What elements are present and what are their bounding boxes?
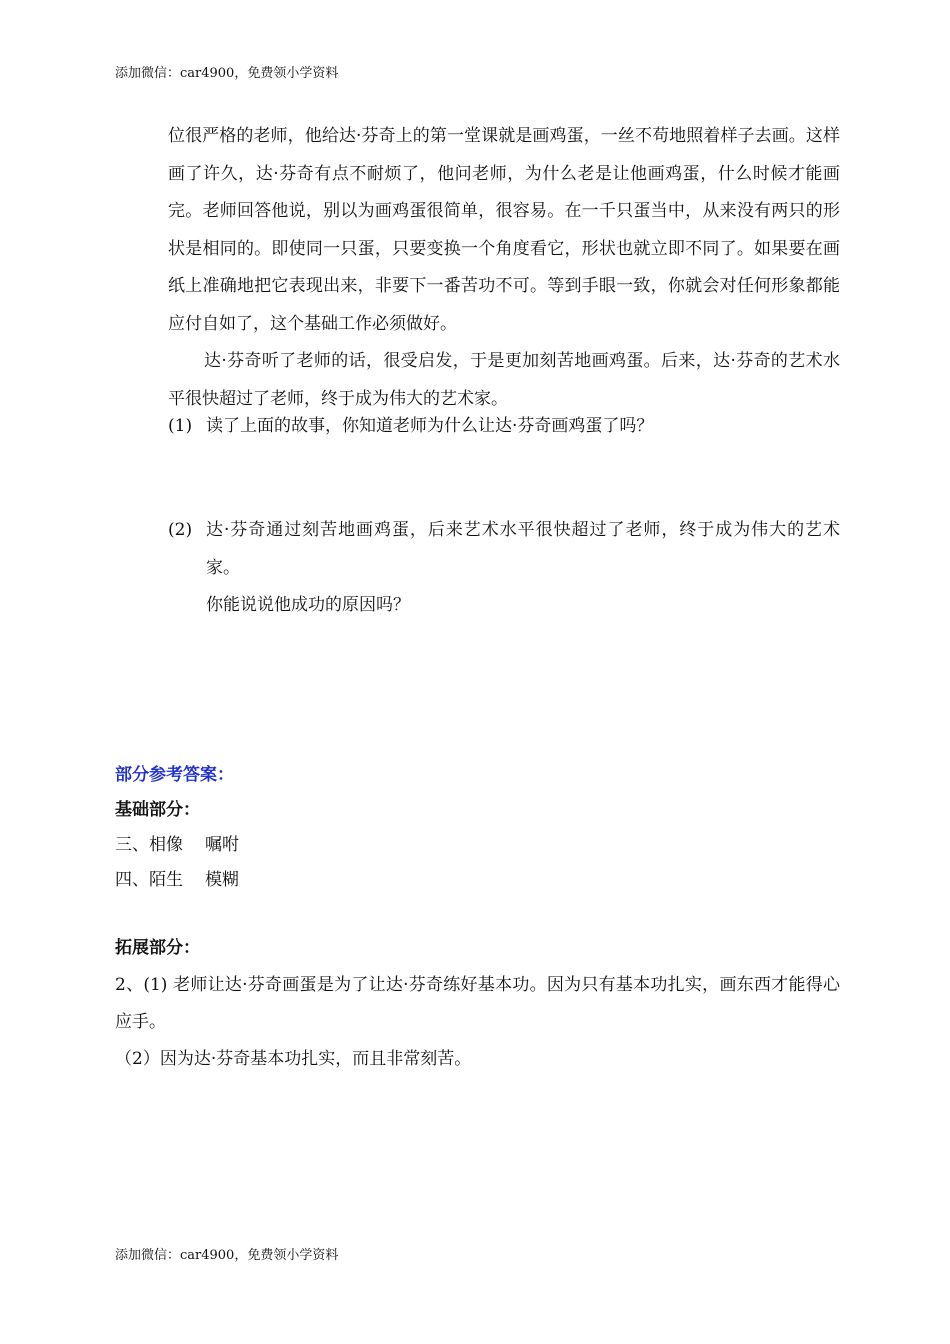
extended-section-title: 拓展部分： <box>115 938 200 958</box>
basic-answer-row <box>115 863 840 898</box>
page-footer: 添加微信：car4900，免费领小学资料 <box>115 1248 339 1263</box>
answer-word: 陌生 <box>149 870 183 890</box>
question-number: (1) <box>168 416 193 436</box>
extended-section <box>115 930 840 1078</box>
answer-prefix: 三、 <box>115 835 149 855</box>
question-2 <box>168 512 840 625</box>
answer-prefix: 四、 <box>115 870 149 890</box>
question-text: 读了上面的故事，你知道老师为什么让达·芬奇画鸡蛋了吗？ <box>206 416 654 436</box>
page-header: 添加微信：car4900，免费领小学资料 <box>115 66 339 81</box>
story-paragraph-1: 位很严格的老师，他给达·芬奇上的第一堂课就是画鸡蛋，一丝不苟地照着样子去画。这样画了许久，达·芬奇有点不耐烦了，他问老师，为什么老是让他画鸡蛋，什么时候才能画完。老师回答他说，别以为画鸡蛋很简单，很容易。在一千只蛋当中，从来没有两只的形状是相同的。即使同一只蛋，只要变换一个角度看它，形状也就立即不同了。如果要在画纸上准确地把它表现出来，非要下一番苦功不可。等到手眼一致，你就会对任何形象都能应付自如了，这个基础工作必须做好。 <box>168 126 840 334</box>
extended-answer-1: 2、(1) 老师让达·芬奇画蛋是为了让达·芬奇练好基本功。因为只有基本功扎实，画东西才能得心应手。 <box>115 975 840 1032</box>
answer-section <box>115 758 840 898</box>
extended-answer-2: （2）因为达·芬奇基本功扎实，而且非常刻苦。 <box>115 1049 472 1069</box>
question-number: (2) <box>168 520 193 540</box>
basic-section-title: 基础部分： <box>115 800 200 820</box>
answer-word: 模糊 <box>205 870 239 890</box>
question-1 <box>168 408 840 446</box>
question-followup: 你能说说他成功的原因吗？ <box>206 595 410 615</box>
answer-word: 嘱咐 <box>205 835 239 855</box>
answer-title: 部分参考答案： <box>115 765 234 785</box>
story-paragraph-2: 达·芬奇听了老师的话，很受启发，于是更加刻苦地画鸡蛋。后来，达·芬奇的艺术水平很快超过了老师，终于成为伟大的艺术家。 <box>168 351 840 409</box>
basic-answer-row <box>115 828 840 863</box>
story-text <box>168 118 840 418</box>
answer-word: 相像 <box>149 835 183 855</box>
question-text: 达·芬奇通过刻苦地画鸡蛋，后来艺术水平很快超过了老师，终于成为伟大的艺术家。 <box>206 520 840 578</box>
